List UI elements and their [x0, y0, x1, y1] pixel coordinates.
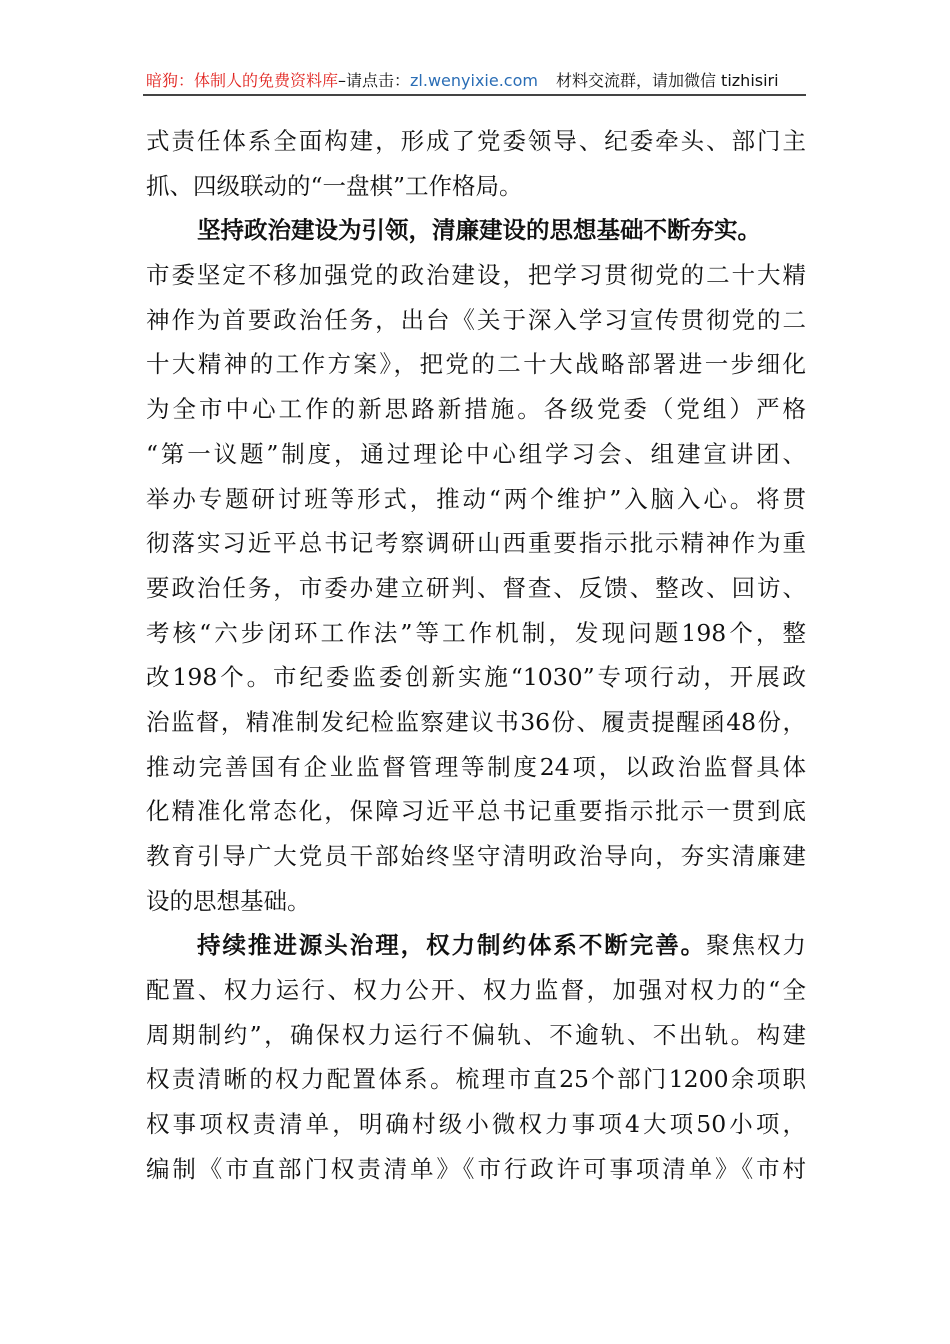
- text-line: [146, 614, 806, 659]
- line-text: 十大精神的工作方案》，把党的二十大战略部署进一步细化: [146, 350, 806, 379]
- text-line: [146, 882, 806, 927]
- header-prompt: –请点击：: [338, 71, 411, 90]
- text-line: [146, 837, 806, 882]
- line-text: 周期制约”，确保权力运行不偏轨、不逾轨、不出轨。构建: [146, 1020, 806, 1049]
- header-divider: [143, 94, 806, 96]
- text-line: [146, 792, 806, 837]
- text-line: [146, 390, 806, 435]
- text-line: [146, 926, 806, 971]
- line-text: 治监督，精准制发纪检监察建议书36份、履责提醒函48份，: [146, 707, 806, 736]
- text-line: [146, 301, 806, 346]
- paragraph-heading: 持续推进源头治理，权力制约体系不断完善。: [197, 931, 707, 960]
- text-line: [146, 703, 806, 748]
- line-text: 神作为首要政治任务，出台《关于深入学习宣传贯彻党的二: [146, 305, 806, 334]
- line-text: 为全市中心工作的新思路新措施。各级党委（党组）严格: [146, 395, 806, 424]
- line-text: 教育引导广大党员干部始终坚守清明政治导向，夯实清廉建: [146, 842, 806, 870]
- text-line: [146, 167, 806, 212]
- text-line: [146, 211, 806, 256]
- text-line: [146, 1016, 806, 1061]
- header-contact: 材料交流群，请加微信 tizhisiri: [555, 71, 779, 90]
- line-text: 抓、四级联动的“一盘棋”工作格局。: [146, 171, 523, 200]
- line-text: 彻落实习近平总书记考察调研山西重要指示批示精神作为重: [146, 529, 806, 558]
- paragraph-heading: 坚持政治建设为引领，清廉建设的思想基础不断夯实。: [197, 216, 761, 245]
- line-text: 推动完善国有企业监督管理等制度24项，以政治监督具体: [146, 752, 806, 781]
- line-text: 要政治任务，市委办建立研判、督查、反馈、整改、回访、: [146, 573, 806, 602]
- page-header: [146, 68, 806, 94]
- text-line: [146, 256, 806, 301]
- line-text: 市委坚定不移加强党的政治建设，把学习贯彻党的二十大精: [146, 261, 806, 290]
- line-text: 设的思想基础。: [146, 886, 311, 915]
- text-line: [146, 1150, 806, 1195]
- text-line: [146, 1105, 806, 1150]
- line-text: 化精准化常态化，保障习近平总书记重要指示批示一贯到底: [146, 797, 806, 826]
- line-text: 权责清晰的权力配置体系。梳理市直25个部门1200余项职: [146, 1065, 806, 1094]
- text-line: [146, 435, 806, 480]
- text-line: [146, 971, 806, 1016]
- text-line: [146, 658, 806, 703]
- line-text: “第一议题”制度，通过理论中心组学习会、组建宣讲团、: [146, 439, 806, 468]
- header-link[interactable]: zl.wenyixie.com: [410, 71, 538, 90]
- line-text: 举办专题研讨班等形式，推动“两个维护”入脑入心。将贯: [146, 484, 806, 513]
- line-text: 编制《市直部门权责清单》《市行政许可事项清单》《市村: [146, 1154, 806, 1183]
- line-text: 权事项权责清单，明确村级小微权力事项4大项50小项，: [146, 1110, 806, 1139]
- text-line: [146, 524, 806, 569]
- line-text: 配置、权力运行、权力公开、权力监督，加强对权力的“全: [146, 976, 806, 1005]
- text-line: [146, 345, 806, 390]
- text-line: [146, 1060, 806, 1105]
- line-text: 改198个。市纪委监委创新实施“1030”专项行动，开展政: [146, 663, 806, 692]
- text-line: [146, 569, 806, 614]
- line-text: 聚焦权力: [706, 931, 807, 960]
- text-line: [146, 122, 806, 167]
- text-line: [146, 480, 806, 525]
- text-line: [146, 748, 806, 793]
- header-site-name: 暗狗：体制人的免费资料库: [146, 71, 339, 90]
- line-text: 考核“六步闭环工作法”等工作机制，发现问题198个，整: [146, 618, 806, 647]
- line-text: 式责任体系全面构建，形成了党委领导、纪委牵头、部门主: [146, 127, 806, 155]
- document-body: [146, 122, 806, 1195]
